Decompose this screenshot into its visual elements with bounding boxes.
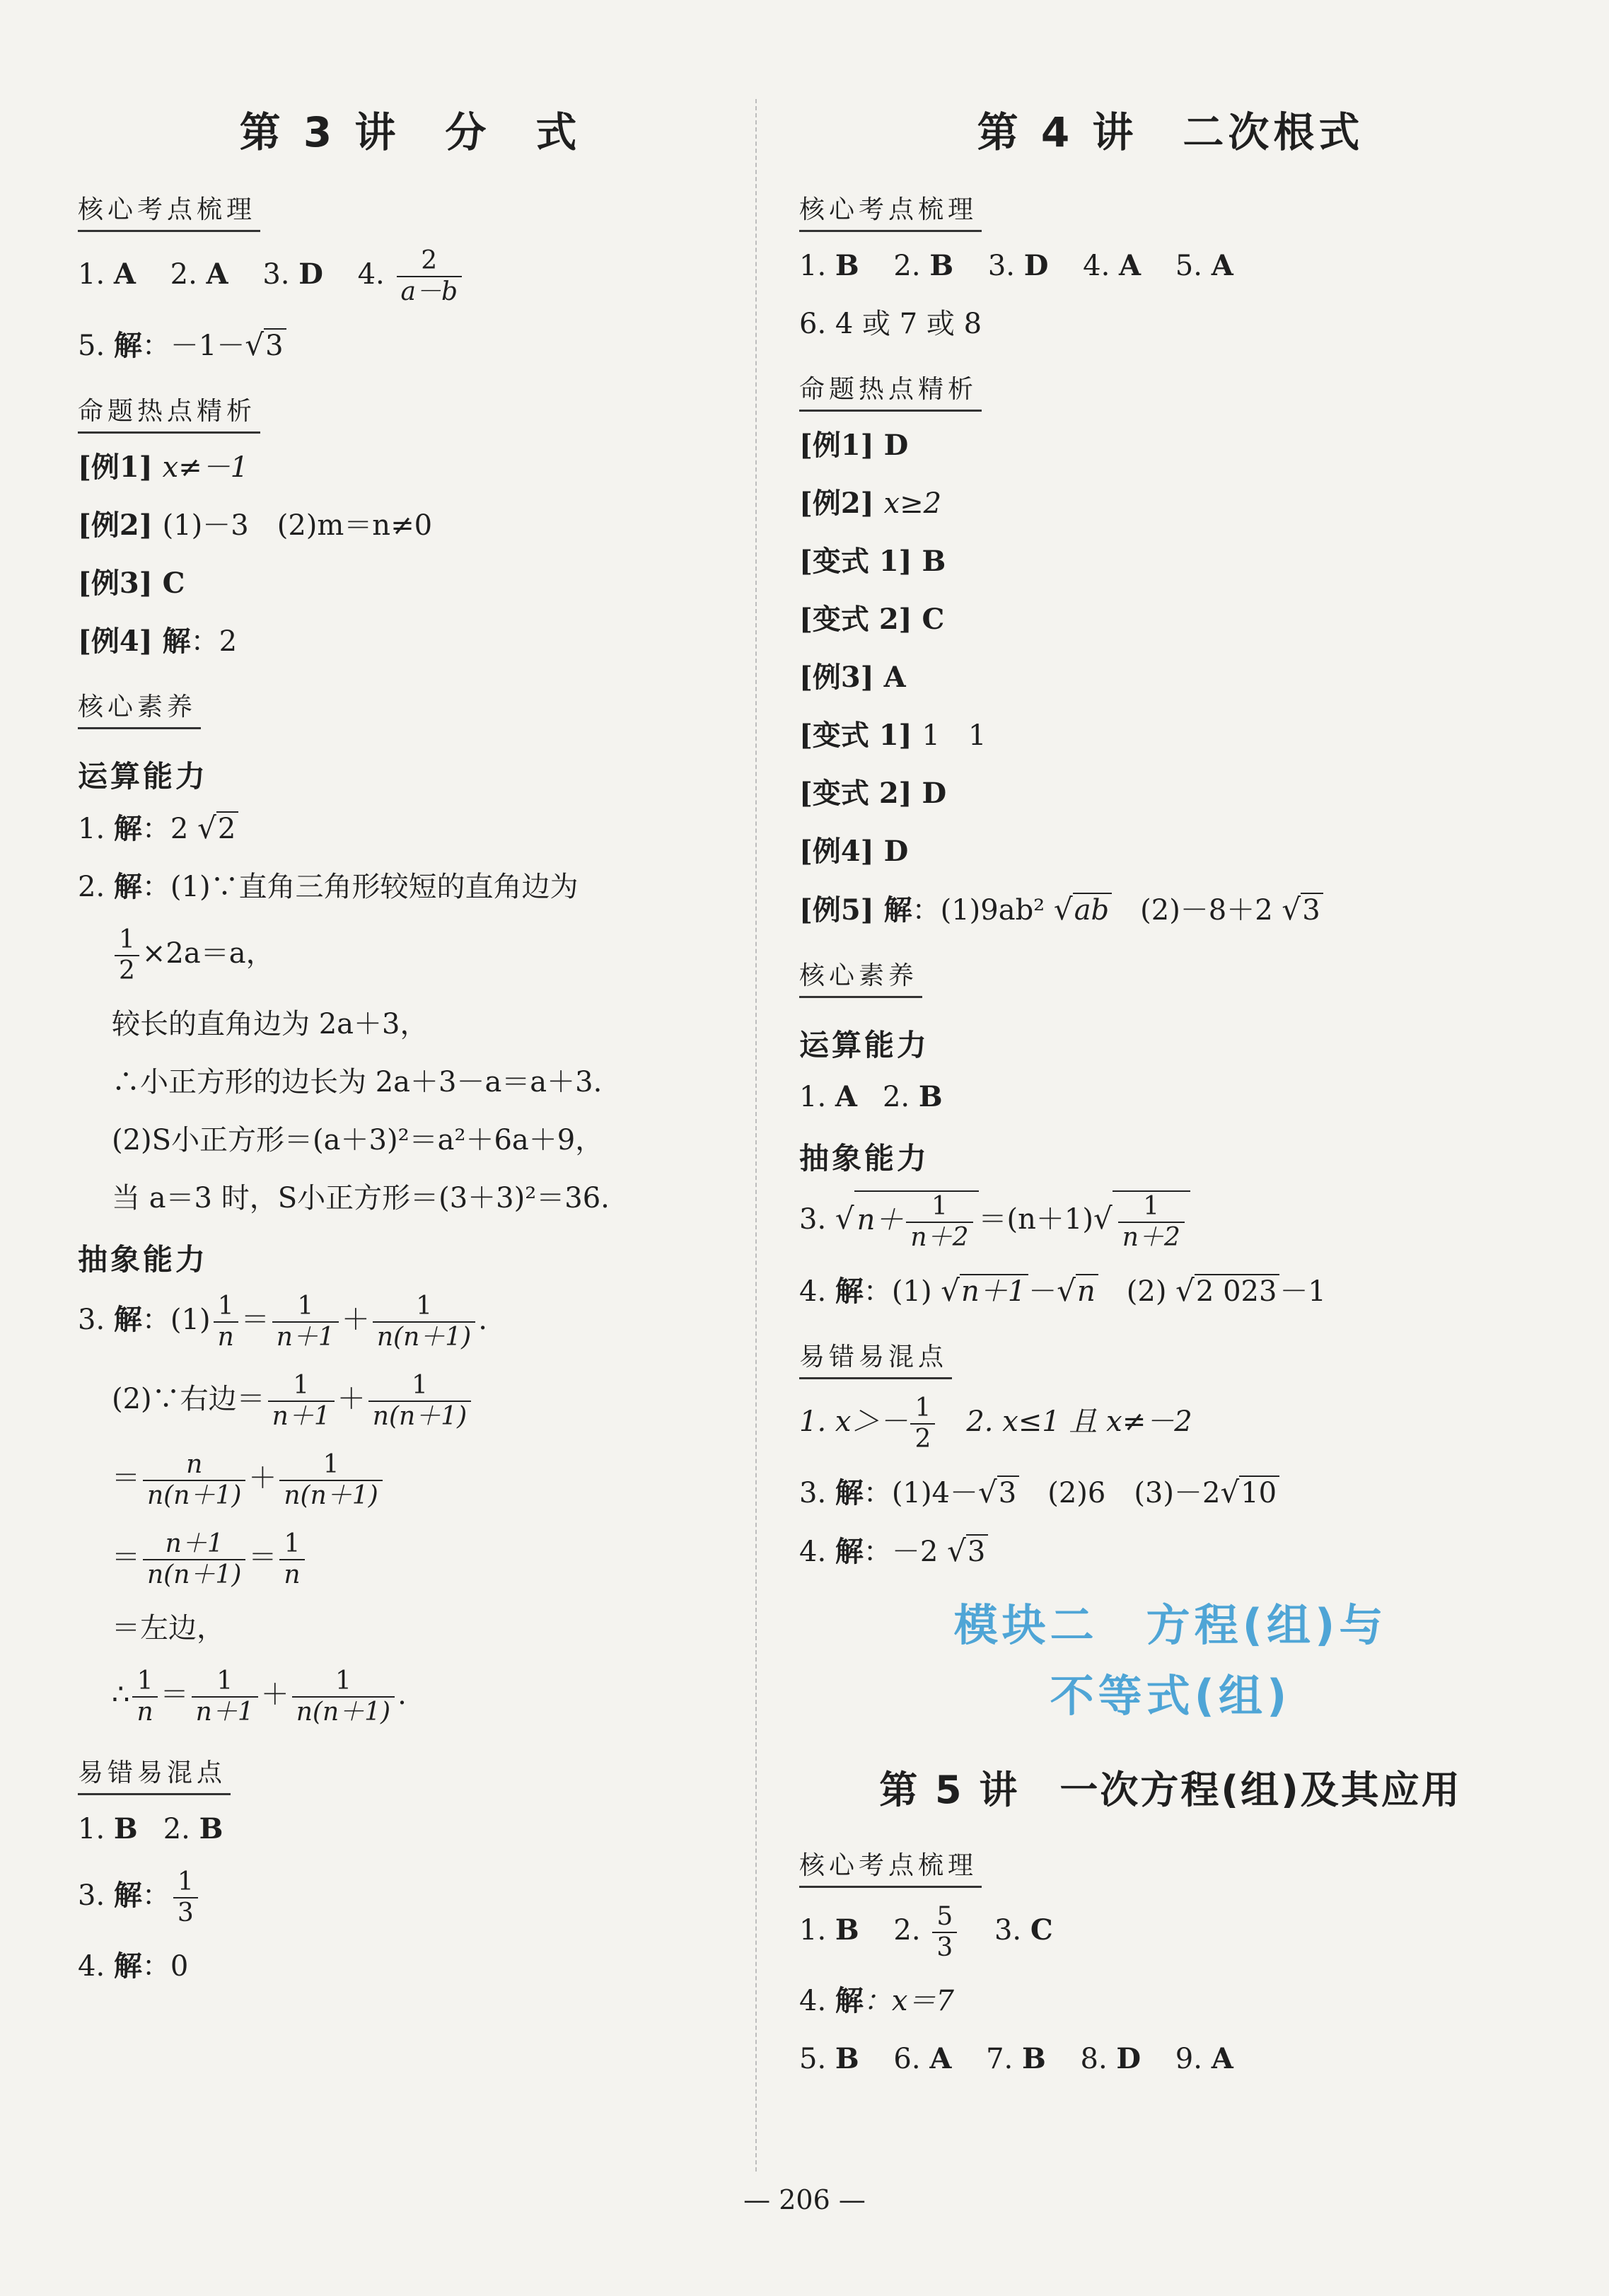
abs-3-line-6: ∴ $\frac{1}{n}$ ＝ $\frac{1}{n+1}$ ＋ $\frac{1}{n(n+1)}$ .: [112, 1666, 407, 1727]
core-answer-5: 5. 解：－1－√3: [78, 325, 743, 366]
calc-2-line-2: $\frac{1}{2}$ ×2a＝a，: [78, 925, 743, 986]
variant-1: [变式 1] B: [799, 545, 946, 578]
variant-4: [变式 2] D: [799, 777, 947, 810]
fraction: $\frac{1}{2}$: [910, 1393, 935, 1454]
section-core-points-5: 核心考点梳理: [799, 1845, 982, 1888]
fraction: $\frac{1}{n(n+1)}$: [373, 1292, 475, 1352]
calc-1: 1. 解：2 √2: [78, 808, 743, 849]
fraction: $\frac{n+1}{n(n+1)}$: [143, 1529, 245, 1590]
fraction: $\frac{1}{3}$: [173, 1867, 198, 1928]
sqrt-expression: √3: [978, 1473, 1019, 1513]
fraction: $\frac{2}{a-b}$: [397, 246, 463, 307]
abs-3-line-3: ＝ $\frac{n}{n(n+1)}$ ＋ $\frac{1}{n(n+1)}$: [78, 1450, 743, 1511]
section-core-literacy: 核心素养: [78, 687, 201, 729]
subsection-abstraction: 抽象能力: [799, 1141, 930, 1176]
section-core-points: 核心考点梳理: [78, 190, 260, 232]
err-3: 3. 解：(1)4－√3 (2)6 (3)－2√10: [799, 1473, 1542, 1513]
sqrt-expression: √3: [1282, 890, 1323, 930]
fraction: $\frac{1}{n+1}$: [192, 1666, 258, 1727]
calc-answers: 1. A 2. B: [799, 1080, 943, 1113]
lecture-5-title: 第 5 讲 一次方程(组)及其应用: [879, 1768, 1462, 1812]
core-answers-line: 1. B 2. B 3. D 4. A 5. A: [799, 249, 1233, 282]
lecture-5-answers-5: 5. B 6. A 7. B 8. D 9. A: [799, 2042, 1233, 2075]
section-core-points: 核心考点梳理: [799, 190, 982, 232]
fraction: $\frac{1}{n}$: [132, 1666, 157, 1727]
subsection-abstraction: 抽象能力: [78, 1242, 209, 1277]
module-title-line-1: 模块二 方程(组)与: [953, 1599, 1388, 1651]
calc-2-line-4: ∴小正方形的边长为 2a＋3－a＝a＋3.: [112, 1066, 603, 1098]
sqrt-expression: √2 023: [1175, 1271, 1279, 1311]
right-column: [799, 78, 1542, 2097]
sqrt-expression: √n: [1057, 1271, 1098, 1311]
module-title-line-2: 不等式(组): [1050, 1670, 1291, 1722]
module-2-title: [799, 1590, 1542, 1732]
core-answer-6: 6. 4 或 7 或 8: [799, 308, 982, 340]
page-number: — 206 —: [743, 2184, 866, 2215]
abs-3-line-4: ＝ $\frac{n+1}{n(n+1)}$ ＝ $\frac{1}{n}$: [78, 1529, 743, 1590]
calc-2-line-5: (2)S小正方形＝(a＋3)²＝a²＋6a＋9，: [112, 1124, 604, 1156]
abs-3: 3. √ n＋ $\frac{1}{n+2}$ ＝(n＋1)√ $\frac{1}{n+2}$: [799, 1190, 1542, 1253]
subsection-calculation: 运算能力: [78, 759, 209, 794]
sqrt-expression: √ n＋ $\frac{1}{n+2}$: [835, 1190, 979, 1253]
section-core-literacy: 核心素养: [799, 956, 922, 998]
left-column: [78, 78, 743, 2005]
subsection-calculation: 运算能力: [799, 1028, 930, 1062]
err-4: 4. 解：－2 √3: [799, 1531, 1542, 1572]
fraction: $\frac{1}{n}$: [279, 1529, 304, 1590]
err-4: 4. 解：0: [78, 1949, 189, 1983]
fraction: $\frac{5}{3}$: [932, 1902, 957, 1963]
fraction: $\frac{n}{n(n+1)}$: [143, 1450, 245, 1511]
abs-3-line-1: 3. 解：(1) $\frac{1}{n}$ ＝ $\frac{1}{n+1}$ ＋ $\frac{1}{n(n+1)}$ .: [78, 1292, 487, 1352]
fraction: $\frac{1}{n}$: [214, 1292, 238, 1352]
abs-3-line-5: ＝左边，: [112, 1612, 225, 1645]
fraction: $\frac{1}{n(n+1)}$: [279, 1450, 382, 1511]
fraction: $\frac{1}{n(n+1)}$: [292, 1666, 395, 1727]
sqrt-expression: √10: [1220, 1473, 1279, 1513]
section-common-errors: 易错易混点: [799, 1337, 952, 1379]
err-1: 1. B 2. B: [78, 1812, 223, 1845]
calc-2-line-1: 2. 解：(1)∵直角三角形较短的直角边为: [78, 870, 579, 903]
example-2: [例2] x≥2: [799, 487, 942, 520]
sqrt-expression: √ $\frac{1}{n+2}$: [1093, 1190, 1190, 1253]
calc-2-line-3: 较长的直角边为 2a＋3，: [112, 1008, 429, 1040]
example-5: [例5] 解：(1)9ab² √ab (2)－8＋2 √3: [799, 890, 1542, 930]
sqrt-expression: √2: [197, 808, 238, 849]
section-hot-topics: 命题热点精析: [799, 369, 982, 412]
example-2: [例2] (1)－3 (2)m＝n≠0: [78, 509, 433, 542]
column-divider: [755, 99, 757, 2172]
example-4: [例4] D: [799, 835, 909, 868]
abs-3-line-2: (2)∵右边＝ $\frac{1}{n+1}$ ＋ $\frac{1}{n(n+1)}$: [78, 1371, 743, 1432]
fraction: $\frac{1}{n+1}$: [272, 1292, 339, 1352]
example-1: [例1] x≠－1: [78, 451, 249, 484]
variant-3: [变式 1] 1 1: [799, 719, 987, 752]
fraction: $\frac{1}{n+2}$: [1118, 1192, 1185, 1253]
sqrt-expression: √n＋1: [941, 1271, 1028, 1311]
lecture-5-answers-1: 1. B 2. $\frac{5}{3}$ 3. C: [799, 1902, 1053, 1962]
core-answers-line: 1. A 2. A 3. D 4. $\frac{2}{a-b}$: [78, 246, 743, 307]
abs-4: 4. 解：(1) √n＋1 －√n (2) √2 023 －1: [799, 1271, 1542, 1311]
sqrt-expression: √3: [245, 325, 286, 366]
example-3: [例3] C: [78, 567, 185, 600]
example-4: [例4] 解：2: [78, 625, 238, 658]
section-common-errors: 易错易混点: [78, 1753, 231, 1795]
sqrt-expression: √3: [947, 1531, 988, 1572]
variant-2: [变式 2] C: [799, 603, 945, 636]
sqrt-expression: √ab: [1054, 890, 1112, 930]
example-3: [例3] A: [799, 661, 906, 694]
section-hot-topics: 命题热点精析: [78, 391, 260, 434]
lecture-4-title: 第 4 讲 二次根式: [977, 108, 1364, 156]
example-1: [例1] D: [799, 429, 909, 462]
lecture-5-answer-4: 4. 解：x＝7: [799, 1984, 954, 2017]
err-1-2: 1. x＞－ $\frac{1}{2}$ 2. x≤1 且 x≠－2: [799, 1393, 1192, 1454]
calc-2-line-6: 当 a＝3 时，S小正方形＝(3＋3)²＝36.: [112, 1182, 610, 1214]
fraction: $\frac{1}{n+1}$: [268, 1371, 335, 1432]
fraction: $\frac{1}{2}$: [115, 925, 139, 986]
fraction: $\frac{1}{n+2}$: [906, 1192, 972, 1253]
fraction: $\frac{1}{n(n+1)}$: [368, 1371, 471, 1432]
lecture-3-title: 第 3 讲 分 式: [239, 108, 581, 156]
err-3: 3. 解： $\frac{1}{3}$: [78, 1867, 743, 1928]
